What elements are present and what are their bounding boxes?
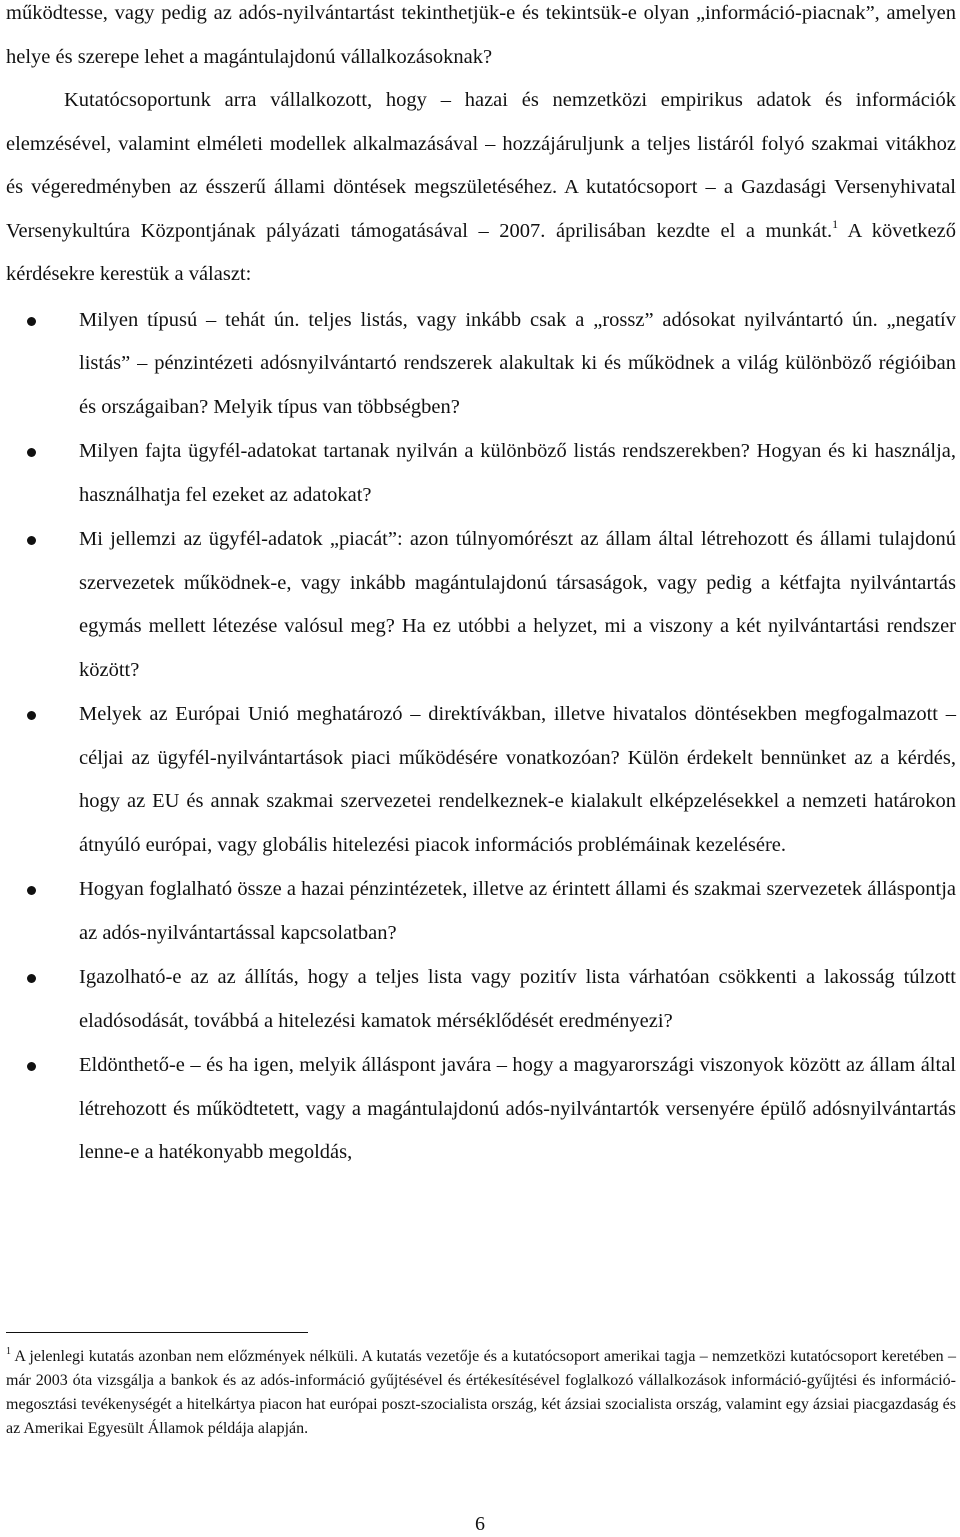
list-item bbox=[6, 430, 956, 517]
footnote bbox=[6, 1345, 956, 1441]
list-item-text: Melyek az Európai Unió meghatározó – direktívákban, illetve hivatalos döntésekben megfogalmazott – céljai az ügyfél-nyilvántartások piaci működésére vonatkozóan? Külön érdekelt bennünket az a kérdés, hogy az EU és annak szakmai szervezetei rendelkeznek-e kialakult elképzelésekkel a nemzeti határokon átnyúló európai, vagy globális hitelezési piacok információs problémáinak kezelésére. bbox=[79, 703, 956, 856]
bullet-icon bbox=[27, 448, 36, 457]
bullet-icon bbox=[27, 1062, 36, 1071]
list-item bbox=[6, 1044, 956, 1175]
list-item-text: Hogyan foglalható össze a hazai pénzintézetek, illetve az érintett állami és szakmai szervezetek álláspontja az adós-nyilvántartással kapcsolatban? bbox=[79, 878, 956, 944]
list-item bbox=[6, 868, 956, 955]
footnote-text: A jelenlegi kutatás azonban nem előzmények nélküli. A kutatás vezetője és a kutatócsoport amerikai tagja – nemzetközi kutatócsoport keretében – már 2003 óta vizsgálja a bankok és az adós-információ gyűjtésével és értékesítésével foglalkozó vállalkozások információ-gyűjtési és információ-megosztási tevékenységét a hitelkártya piacon hat európai poszt-szocialista ország, két ázsiai szocialista ország, valamint egy ázsiai piacgazdaság és az Amerikai Egyesült Államok példája alapján. bbox=[6, 1348, 956, 1437]
list-item bbox=[6, 693, 956, 867]
list-item bbox=[6, 299, 956, 430]
list-item bbox=[6, 956, 956, 1043]
list-item-text: Eldönthető-e – és ha igen, melyik álláspont javára – hogy a magyarországi viszonyok között az állam által létrehozott és működtetett, vagy a magántulajdonú adós-nyilvántartók versenyére épülő adósnyilvántartás lenne-e a hatékonyabb megoldás, bbox=[79, 1054, 956, 1163]
bullet-icon bbox=[27, 974, 36, 983]
document-page bbox=[6, 0, 956, 1437]
footnote-divider bbox=[6, 1332, 308, 1333]
paragraph-main-text: Kutatócsoportunk arra vállalkozott, hogy – hazai és nemzetközi empirikus adatok és információk elemzésével, valamint elméleti modellek alkalmazásával – hozzájáruljunk a teljes listáról folyó szakmai vitákhoz és végeredményben az ésszerű állami döntések megszületéséhez. A kutatócsoport – a Gazdasági Versenyhivatal Versenykultúra Központjának pályázati támogatásával – 2007. áprilisában kezdte el a munkát. bbox=[6, 89, 956, 242]
bullet-icon bbox=[27, 711, 36, 720]
list-item-text: Milyen típusú – tehát ún. teljes listás, vagy inkább csak a „rossz” adósokat nyilvántartó ún. „negatív listás” – pénzintézeti adósnyilvántartó rendszerek alakultak ki és működnek a világ különböző régióiban és országaiban? Melyik típus van többségben? bbox=[79, 308, 956, 418]
footnote-marker: 1 bbox=[6, 1346, 11, 1357]
list-item-text: Milyen fajta ügyfél-adatokat tartanak nyilván a különböző listás rendszerekben? Hogyan és ki használja, használhatja fel ezeket az adatokat? bbox=[79, 440, 956, 506]
list-item bbox=[6, 518, 956, 692]
bullet-icon bbox=[27, 886, 36, 895]
bullet-icon bbox=[27, 536, 36, 545]
paragraph-main bbox=[6, 79, 956, 297]
page-number: 6 bbox=[475, 1513, 485, 1535]
footnote-reference[interactable]: 1 bbox=[832, 216, 839, 231]
paragraph-top: működtesse, vagy pedig az adós-nyilvántartást tekinthetjük-e és tekintsük-e olyan „információ-piacnak”, amelyen helye és szerepe lehet a magántulajdonú vállalkozásoknak? bbox=[6, 2, 956, 68]
bullet-icon bbox=[27, 317, 36, 326]
paragraph-main-text-after: A következő kérdésekre kerestük a választ: bbox=[6, 219, 956, 285]
list-item-text: Igazolható-e az az állítás, hogy a teljes lista vagy pozitív lista várhatóan csökkenti a lakosság túlzott eladósodását, továbbá a hitelezési kamatok mérséklődését eredményezi? bbox=[79, 966, 956, 1032]
list-item-text: Mi jellemzi az ügyfél-adatok „piacát”: azon túlnyomórészt az állam által létrehozott és állami tulajdonú szervezetek működnek-e, vagy inkább magántulajdonú társaságok, vagy pedig a kétfajta nyilvántartás egymás mellett létezése valósul meg? Ha ez utóbbi a helyzet, mi a viszony a két nyilvántartási rendszer között? bbox=[79, 528, 956, 681]
question-list bbox=[6, 299, 956, 1175]
